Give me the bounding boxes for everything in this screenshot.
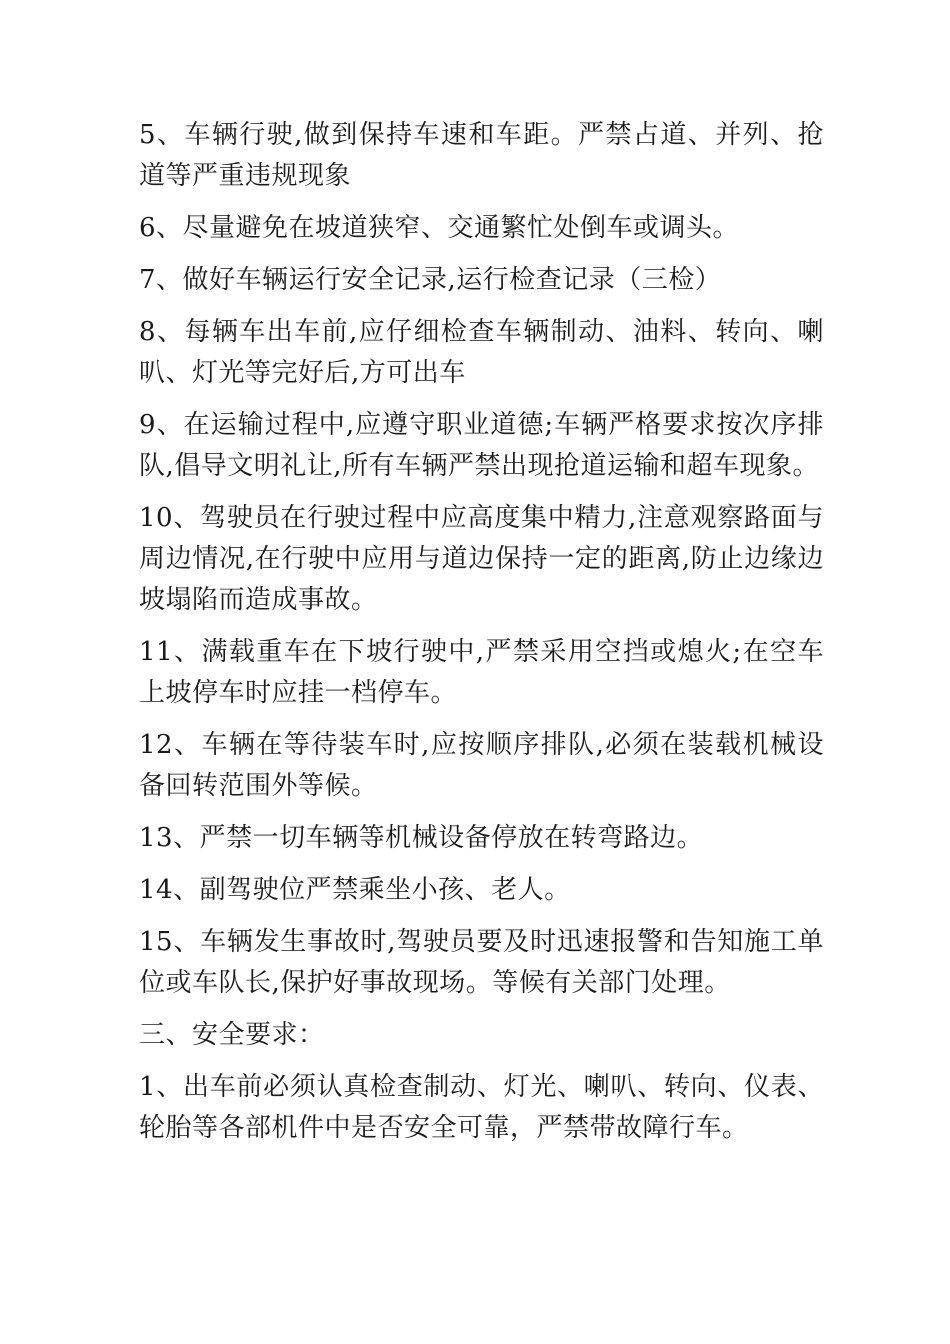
rule-13-paragraph: 13、严禁一切车辆等机械设备停放在转弯路边。: [139, 823, 704, 853]
rule-15-paragraph: 15、车辆发生事故时,驾驶员要及时迅速报警和告知施工单位或车队长,保护好事故现场。等候有关部门处理。: [139, 927, 824, 998]
rule-6-paragraph: 6、尽量避免在坡道狭窄、交通繁忙处倒车或调头。: [139, 213, 740, 243]
rule-11-paragraph: 11、满载重车在下坡行驶中,严禁采用空挡或熄火;在空车上坡停车时应挂一档停车。: [139, 637, 824, 708]
safety-requirement-1-paragraph: 1、出车前必须认真检查制动、灯光、喇叭、转向、仪表、轮胎等各部机件中是否安全可靠，严禁带故障行车。: [139, 1072, 824, 1143]
section-heading-safety-requirements: 三、安全要求：: [139, 1020, 325, 1050]
rule-7-paragraph: 7、做好车辆运行安全记录,运行检查记录（三检）: [139, 265, 722, 295]
document-body: [139, 115, 824, 1160]
rule-9-paragraph: 9、在运输过程中,应遵守职业道德;车辆严格要求按次序排队,倡导文明礼让,所有车辆严禁出现抢道运输和超车现象。: [139, 410, 824, 481]
rule-8-paragraph: 8、每辆车出车前,应仔细检查车辆制动、油料、转向、喇叭、灯光等完好后,方可出车: [139, 317, 824, 388]
rule-10-paragraph: 10、驾驶员在行驶过程中应高度集中精力,注意观察路面与周边情况,在行驶中应用与道边保持一定的距离,防止边缘边坡塌陷而造成事故。: [139, 503, 824, 615]
rule-12-paragraph: 12、车辆在等待装车时,应按顺序排队,必须在装载机械设备回转范围外等候。: [139, 730, 824, 801]
rule-5-paragraph: 5、车辆行驶,做到保持车速和车距。严禁占道、并列、抢道等严重违规现象: [139, 120, 824, 191]
rule-14-paragraph: 14、副驾驶位严禁乘坐小孩、老人。: [139, 875, 571, 905]
